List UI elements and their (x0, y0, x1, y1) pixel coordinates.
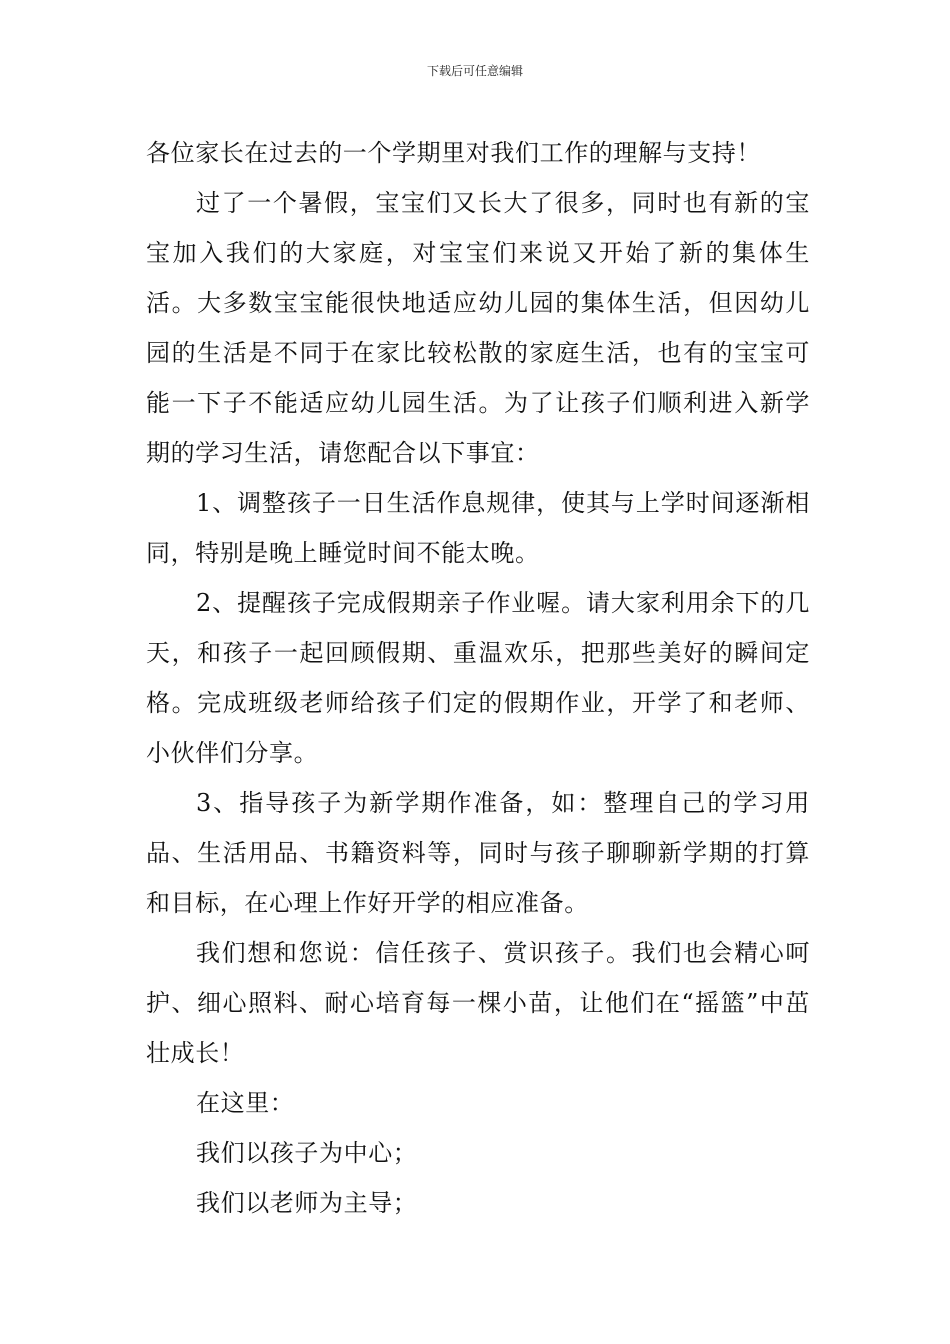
page-header: 下载后可任意编辑 (426, 64, 523, 78)
paragraph-closing-thanks: 各位家长在过去的一个学期里对我们工作的理解与支持！ (146, 139, 761, 167)
paragraph-message: 我们想和您说：信任孩子、赏识孩子。我们也会精心呵护、细心照料、耐心培育每一棵小苗，让他们在“摇篮”中茁壮成长！ (146, 939, 810, 1067)
paragraph-intro: 过了一个暑假，宝宝们又长大了很多，同时也有新的宝宝加入我们的大家庭，对宝宝们来说又开始了新的集体生活。大多数宝宝能很快地适应幼儿园的集体生活，但因幼儿园的生活是不同于在家比较松散的家庭生活，也有的宝宝可能一下子不能适应幼儿园生活。为了让孩子们顺利进入新学期的学习生活，请您配合以下事宜： (146, 189, 810, 467)
paragraph-item-3: 3、指导孩子为新学期作准备，如：整理自己的学习用品、生活用品、书籍资料等，同时与孩子聊聊新学期的打算和目标，在心理上作好开学的相应准备。 (146, 789, 810, 917)
document-body (146, 128, 810, 1228)
paragraph-here: 在这里： (196, 1089, 295, 1117)
paragraph-item-2: 2、提醒孩子完成假期亲子作业喔。请大家利用余下的几天，和孩子一起回顾假期、重温欢乐，把那些美好的瞬间定格。完成班级老师给孩子们定的假期作业，开学了和老师、小伙伴们分享。 (146, 589, 810, 767)
paragraph-teacher-lead: 我们以老师为主导； (196, 1189, 418, 1217)
paragraph-item-1: 1、调整孩子一日生活作息规律，使其与上学时间逐渐相同，特别是晚上睡觉时间不能太晚。 (146, 489, 810, 567)
paragraph-child-center: 我们以孩子为中心； (196, 1139, 418, 1167)
